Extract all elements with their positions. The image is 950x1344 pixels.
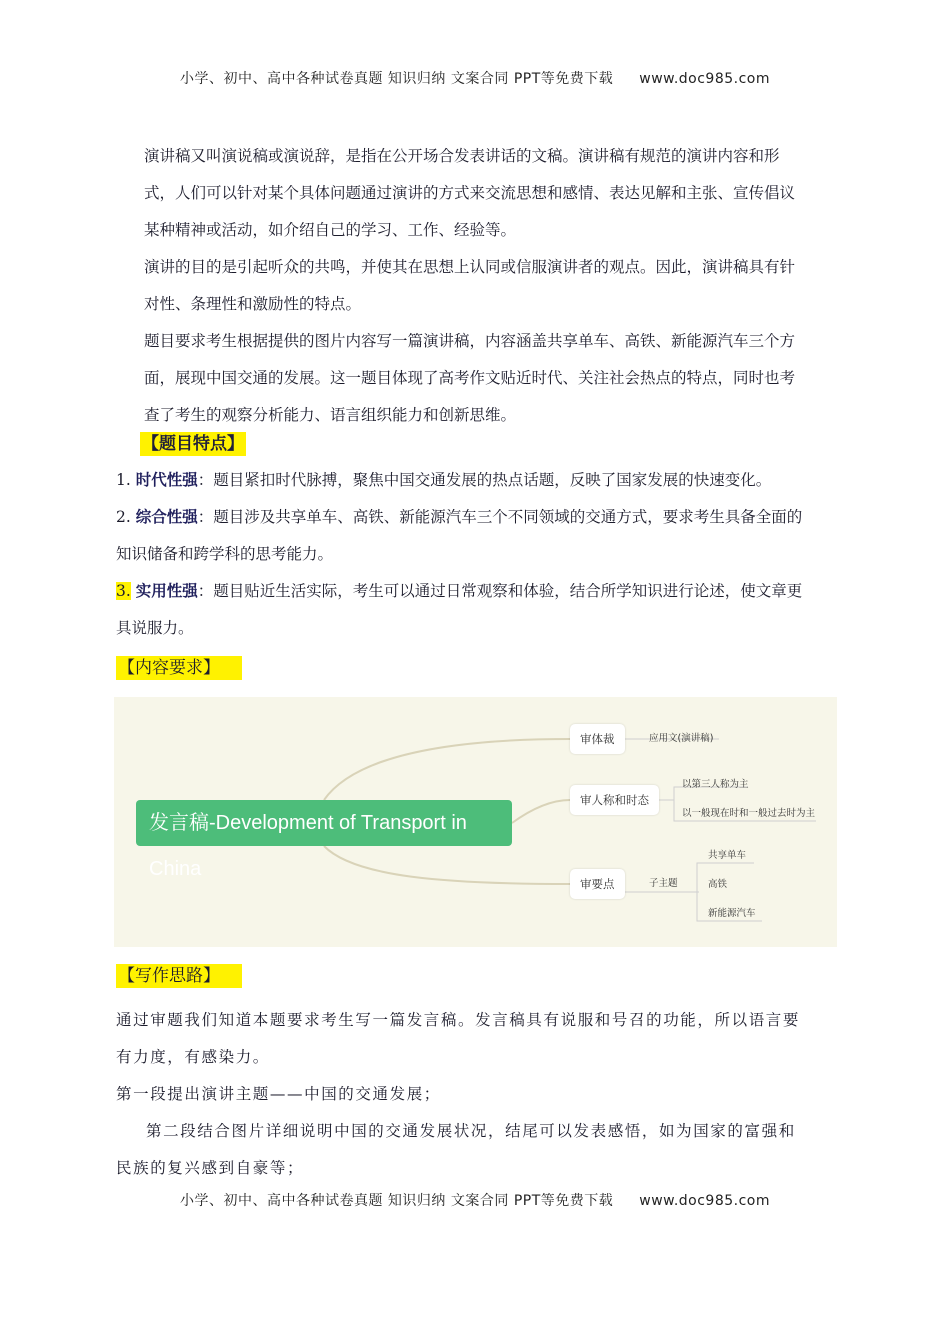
intro-paragraph-3: 题目要求考生根据提供的图片内容写一篇演讲稿，内容涵盖共享单车、高铁、新能源汽车三个方面，展现中国交通的发展。这一题目体现了高考作文贴近时代、关注社会热点的特点，同时也考查了考生的观察分析能力、语言组织能力和创新思维。: [144, 332, 796, 424]
page-header: [0, 68, 950, 88]
writing-paragraph-2: 第一段提出演讲主题——中国的交通发展；: [116, 1085, 441, 1103]
writing-paragraph-1: 通过审题我们知道本题要求考生写一篇发言稿。发言稿具有说服和号召的功能，所以语言要有力度，有感染力。: [116, 1011, 801, 1066]
feature-text: 题目贴近生活实际，考生可以通过日常观察和体验，结合所学知识进行论述，使文章更具说服力。: [116, 582, 803, 637]
mind-map-root: 发言稿-Development of Transport in China: [136, 800, 512, 846]
mind-map: [114, 697, 837, 947]
leaf-new-energy-car: 新能源汽车: [708, 908, 756, 919]
writing-paragraph-3: 第二段结合图片详细说明中国的交通发展状况，结尾可以发表感悟，如为国家的富强和民族的复兴感到自豪等；: [116, 1122, 796, 1177]
feature-title: 综合性强: [135, 508, 198, 526]
feature-title: 时代性强: [135, 471, 198, 489]
leaf-genre: 应用文(演讲稿): [649, 733, 714, 744]
writing-heading: 【写作思路】: [116, 964, 242, 988]
writing-section: [116, 1002, 808, 1187]
leaf-tense: 以一般现在时和一般过去时为主: [682, 808, 816, 819]
feature-num: 3.: [116, 582, 131, 600]
content-req-heading-wrap: [116, 656, 816, 680]
page-footer: [0, 1190, 950, 1210]
features-list: [116, 462, 816, 647]
leaf-person: 以第三人称为主: [682, 779, 749, 790]
leaf-shared-bike: 共享单车: [708, 850, 747, 861]
features-heading-wrap: [140, 432, 840, 456]
feature-title: 实用性强: [135, 582, 198, 600]
writing-heading-wrap: [116, 964, 816, 988]
leaf-high-speed-rail: 高铁: [708, 879, 728, 890]
content-req-heading: 【内容要求】: [116, 656, 242, 680]
feature-item-3: 3. 实用性强：题目贴近生活实际，考生可以通过日常观察和体验，结合所学知识进行论述，使文章更具说服力。: [116, 582, 803, 637]
feature-num: 2.: [116, 508, 131, 526]
intro-section: [144, 138, 808, 434]
feature-text: 题目涉及共享单车、高铁、新能源汽车三个不同领域的交通方式，要求考生具备全面的知识储备和跨学科的思考能力。: [116, 508, 803, 563]
feature-item-1: 1. 时代性强：题目紧扣时代脉搏，聚焦中国交通发展的热点话题，反映了国家发展的快速变化。: [116, 471, 772, 489]
footer-text: 小学、初中、高中各种试卷真题 知识归纳 文案合同 PPT等免费下载: [179, 1193, 614, 1209]
leaf-subtopic: 子主题: [649, 878, 678, 889]
feature-text: 题目紧扣时代脉搏，聚焦中国交通发展的热点话题，反映了国家发展的快速变化。: [213, 471, 772, 489]
features-heading: 【题目特点】: [142, 434, 244, 454]
node-genre: 审体裁: [570, 724, 625, 754]
intro-paragraph-2: 演讲的目的是引起听众的共鸣，并使其在思想上认同或信服演讲者的观点。因此，演讲稿具有针对性、条理性和激励性的特点。: [144, 258, 796, 313]
feature-num: 1.: [116, 471, 131, 489]
node-person-tense: 审人称和时态: [570, 785, 659, 815]
header-url[interactable]: www.doc985.com: [639, 71, 771, 87]
feature-item-2: 2. 综合性强：题目涉及共享单车、高铁、新能源汽车三个不同领域的交通方式，要求考生具备全面的知识储备和跨学科的思考能力。: [116, 508, 803, 563]
header-text: 小学、初中、高中各种试卷真题 知识归纳 文案合同 PPT等免费下载: [179, 71, 614, 87]
footer-url[interactable]: www.doc985.com: [639, 1193, 771, 1209]
node-points: 审要点: [570, 869, 625, 899]
intro-paragraph-1: 演讲稿又叫演说稿或演说辞，是指在公开场合发表讲话的文稿。演讲稿有规范的演讲内容和形式，人们可以针对某个具体问题通过演讲的方式来交流思想和感情、表达见解和主张、宣传倡议某种精神或活动，如介绍自己的学习、工作、经验等。: [144, 147, 796, 239]
